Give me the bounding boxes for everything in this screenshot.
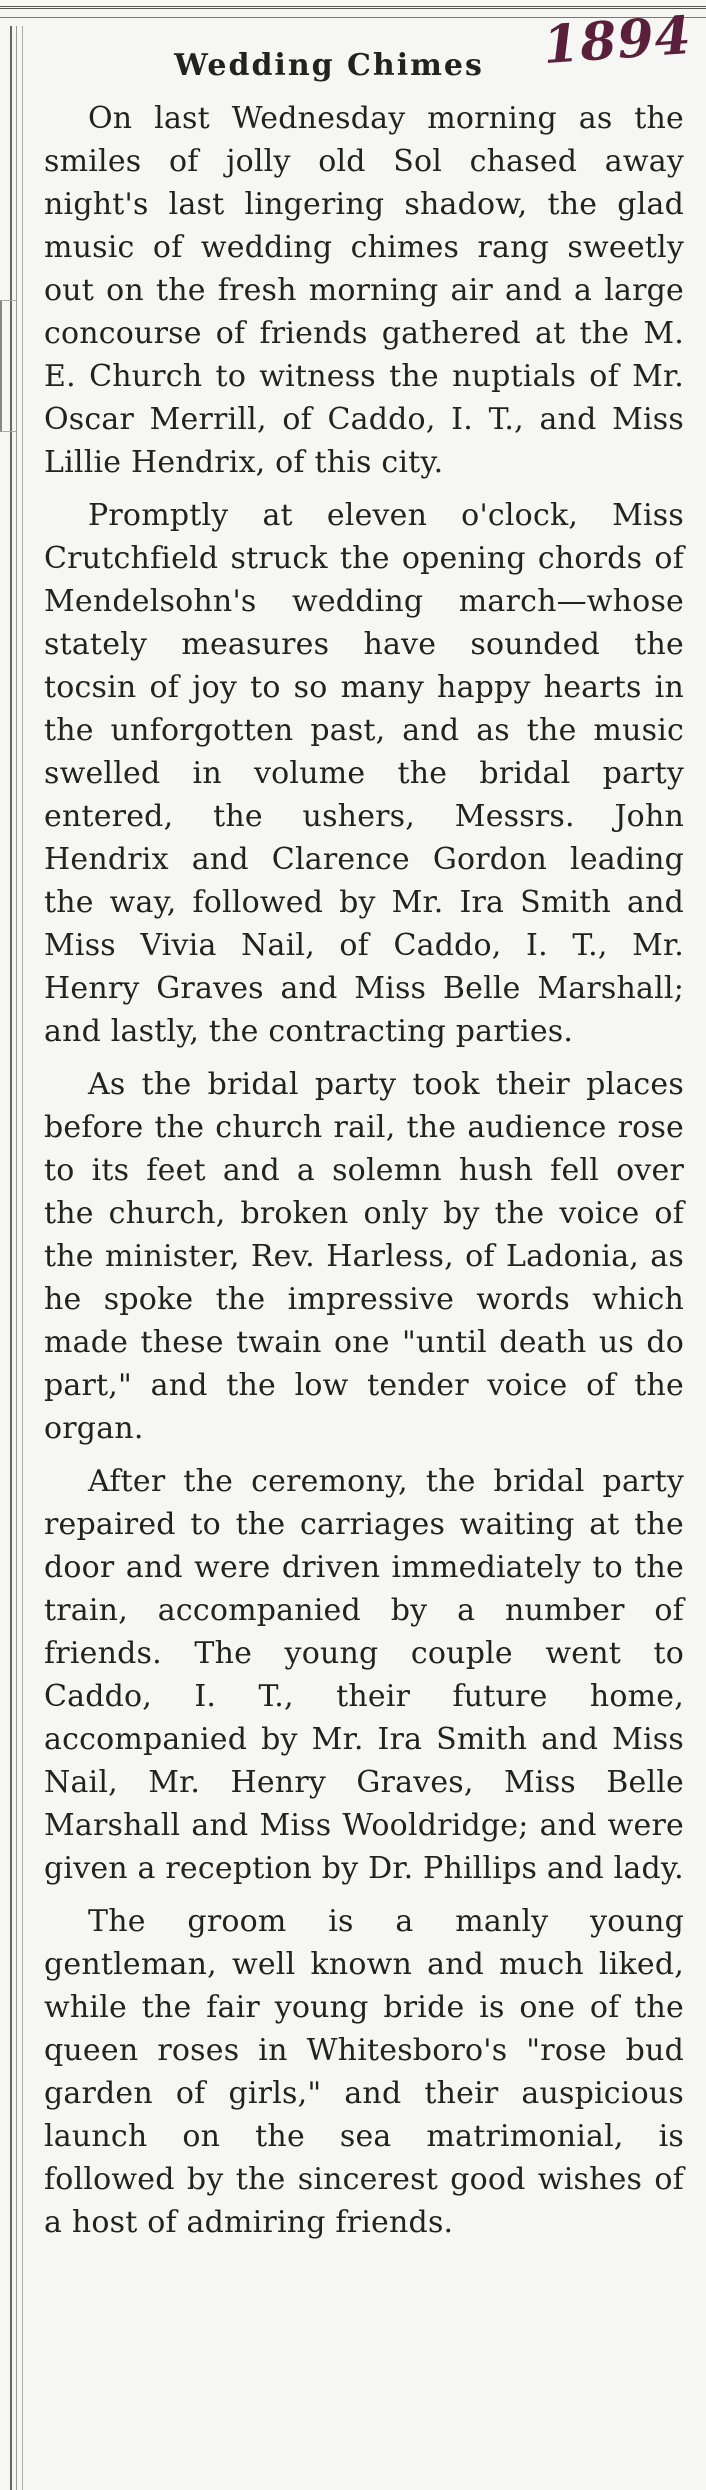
handwritten-year: 1894 (541, 4, 694, 77)
headline: Wedding Chimes (174, 48, 484, 83)
paragraph: The groom is a manly young gentleman, well known and much liked, while the fair young bride is one of the queen roses in Whitesboro's "rose bud garden of girls," and their auspicious launch on the sea matrimonial, is followed by the sincerest good wishes of a host of admiring friends. (44, 1904, 684, 2240)
paragraph: As the bridal party took their places before the church rail, the audience rose to its feet and a solemn hush fell over the church, broken only by the voice of the minister, Rev. Harless, of Ladonia, as he spoke the impressive words which made these twain one "until death us do part," and the low tender voice of the organ. (44, 1067, 684, 1446)
paragraph: After the ceremony, the bridal party repaired to the carriages waiting at the door and were driven immediately to the train, accompanied by a number of friends. The young couple went to Caddo, I. T., their future home, accompanied by Mr. Ira Smith and Miss Nail, Mr. Henry Graves, Miss Belle Marshall and Miss Wooldridge; and were given a reception by Dr. Phillips and lady. (44, 1464, 684, 1886)
article-body (44, 97, 684, 2244)
margin-bracket (0, 300, 16, 432)
left-column-rule-inner (22, 26, 23, 2490)
article-column (44, 26, 684, 2254)
paragraph: On last Wednesday morning as the smiles of jolly old Sol chased away night's last lingering shadow, the glad music of wedding chimes rang sweetly out on the fresh morning air and a large concourse of friends gathered at the M. E. Church to witness the nuptials of Mr. Oscar Merrill, of Caddo, I. T., and Miss Lillie Hendrix, of this city. (44, 101, 684, 480)
paragraph: Promptly at eleven o'clock, Miss Crutchfield struck the opening chords of Mendelsohn's wedding march—whose stately measures have sounded the tocsin of joy to so many happy hearts in the unforgotten past, and as the music swelled in volume the bridal party entered, the ushers, Messrs. John Hendrix and Clarence Gordon leading the way, followed by Mr. Ira Smith and Miss Vivia Nail, of Caddo, I. T., Mr. Henry Graves and Miss Belle Marshall; and lastly, the contracting parties. (44, 498, 684, 1049)
